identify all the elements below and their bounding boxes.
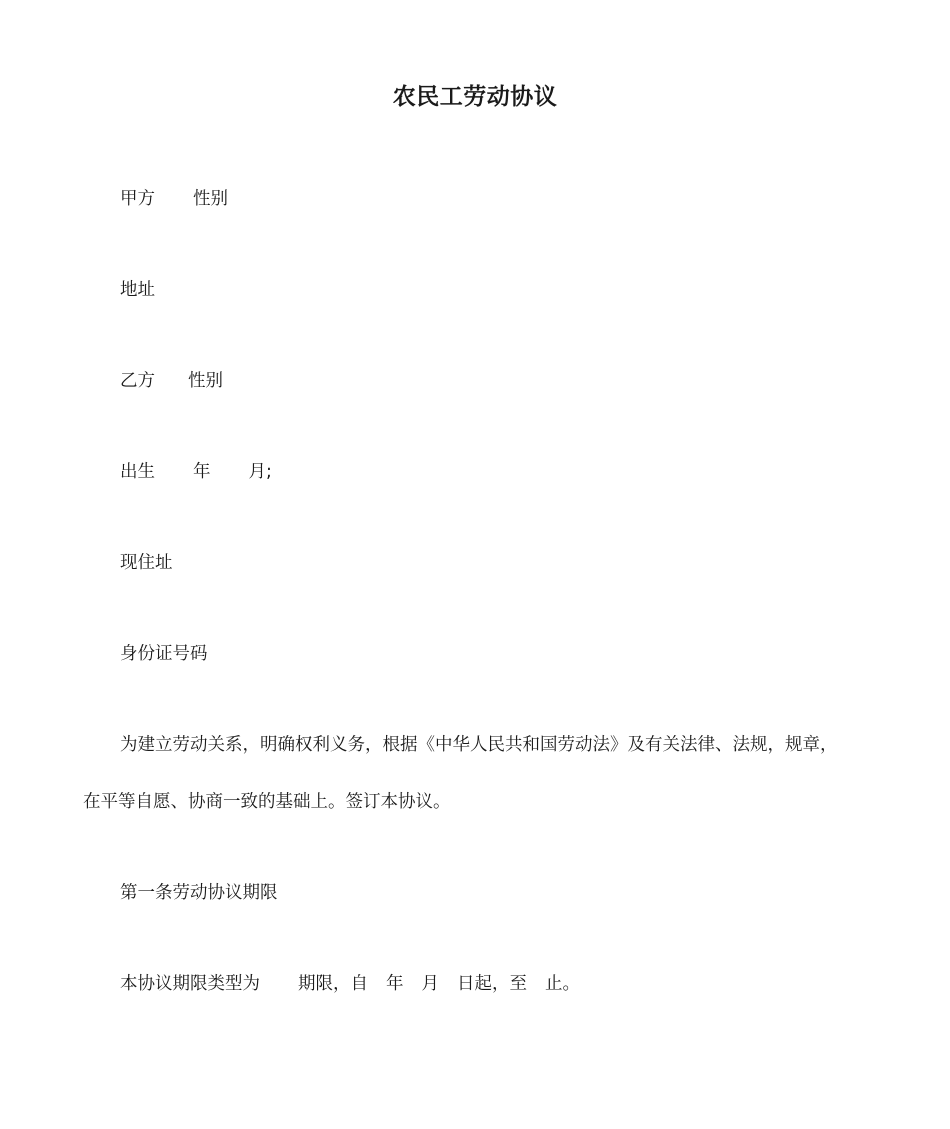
term-start-label: 日起，至	[457, 974, 527, 994]
term-type-label: 本协议期限类型为	[120, 974, 260, 994]
address-line	[120, 278, 155, 302]
term-end-label: 止。	[545, 974, 580, 994]
birth-line	[120, 460, 272, 484]
article1-term-line	[120, 972, 580, 996]
party-b-gender-label: 性别	[188, 371, 223, 391]
current-address-label: 现住址	[120, 553, 173, 573]
preamble-line-2: 在平等自愿、协商一致的基础上。签订本协议。	[83, 792, 451, 812]
id-number-line	[120, 642, 208, 666]
party-a-gender-label: 性别	[193, 189, 228, 209]
party-a-line	[120, 187, 228, 211]
term-year-label: 年	[386, 974, 404, 994]
term-month-label: 月	[421, 974, 439, 994]
birth-year-label: 年	[193, 462, 211, 482]
birth-label: 出生	[120, 462, 155, 482]
article1-heading: 第一条劳动协议期限	[120, 883, 278, 903]
address-label: 地址	[120, 280, 155, 300]
id-number-label: 身份证号码	[120, 644, 208, 664]
party-a-label: 甲方	[120, 189, 155, 209]
current-address-line	[120, 551, 173, 575]
preamble-line-1: 为建立劳动关系，明确权利义务，根据《中华人民共和国劳动法》及有关法律、法规，规章，	[120, 735, 838, 755]
term-period-label: 期限，自	[298, 974, 368, 994]
document-title: 农民工劳动协议	[392, 84, 558, 110]
birth-month-label: 月;	[248, 462, 272, 482]
party-b-label: 乙方	[120, 371, 155, 391]
party-b-line	[120, 369, 223, 393]
